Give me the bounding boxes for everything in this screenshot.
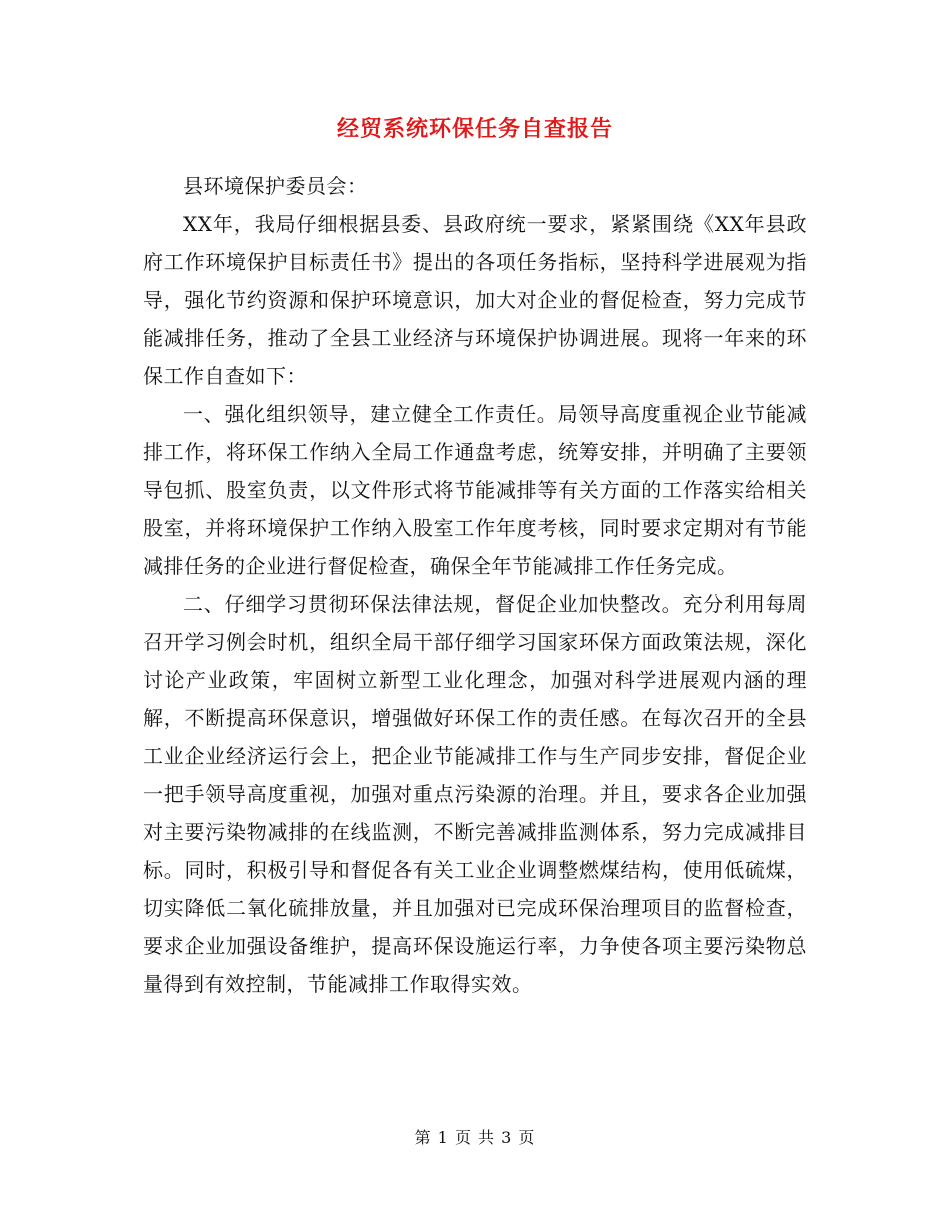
salutation: 县环境保护委员会： [183,174,368,198]
document-body [143,167,807,1003]
paragraph-section-2: 二、仔细学习贯彻环保法律法规，督促企业加快整改。充分利用每周召开学习例会时机，组织全局干部仔细学习国家环保方面政策法规，深化讨论产业政策，牢固树立新型工业化理念，加强对科学进展观内涵的理解，不断提高环保意识，增强做好环保工作的责任感。在每次召开的全县工业企业经济运行会上，把企业节能减排工作与生产同步安排，督促企业一把手领导高度重视，加强对重点污染源的治理。并且，要求各企业加强对主要污染物减排的在线监测，不断完善减排监测体系，努力完成减排目标。同时，积极引导和督促各有关工业企业调整燃煤结构，使用低硫煤，切实降低二氧化硫排放量，并且加强对已完成环保治理项目的监督检查，要求企业加强设备维护，提高环保设施运行率，力争使各项主要污染物总量得到有效控制，节能减排工作取得实效。 [143,592,807,996]
paragraph-section-1: 一、强化组织领导，建立健全工作责任。局领导高度重视企业节能减排工作，将环保工作纳入全局工作通盘考虑，统筹安排，并明确了主要领导包抓、股室负责，以文件形式将节能减排等有关方面的工作落实给相关股室，并将环境保护工作纳入股室工作年度考核，同时要求定期对有节能减排任务的企业进行督促检查，确保全年节能减排工作任务完成。 [143,402,807,578]
page-footer: 第 1 页 共 3 页 [414,1128,536,1147]
paragraph-intro: XX年，我局仔细根据县委、县政府统一要求，紧紧围绕《XX年县政府工作环境保护目标责任书》提出的各项任务指标，坚持科学进展观为指导，强化节约资源和保护环境意识，加大对企业的督促检查，努力完成节能减排任务，推动了全县工业经济与环境保护协调进展。现将一年来的环保工作自查如下： [143,212,807,388]
document-title: 经贸系统环保任务自查报告 [336,116,613,142]
